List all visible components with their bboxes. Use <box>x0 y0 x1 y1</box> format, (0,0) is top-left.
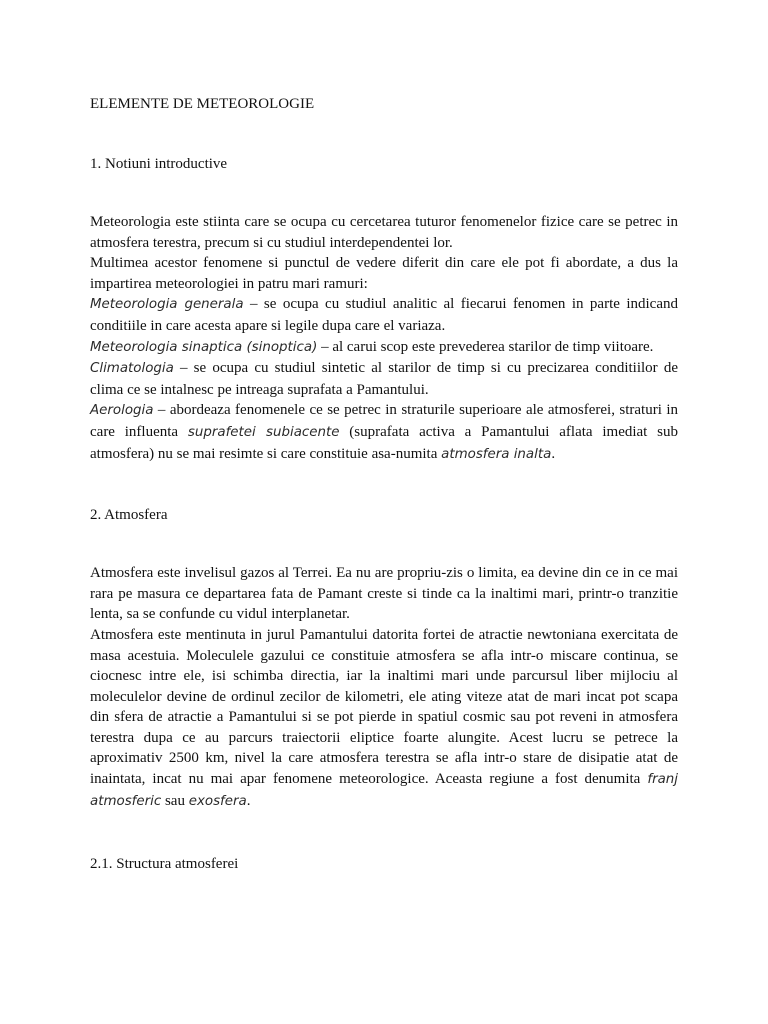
branch-item <box>90 358 678 400</box>
paragraph-text: . <box>246 792 251 809</box>
paragraph-text: Atmosfera este mentinuta in jurul Pamantului datorita fortei de atractie newtoniana exercitata de masa acestuia. Moleculele gazului ce constituie atmosfera se afla intr-o miscare continua, se ciocnesc intre ele, isi schimba directia, iar la inaltimi mari unde parcursul liber mijlociu al moleculelor devine de ordinul zecilor de kilometri, ele ating viteze atat de mari incat pot scapa din sfera de atractie a Pamantului si se pot pierde in spatiul cosmic sau pot reveni in atmosfera terestra dupa ce au parcurs traiectorii eliptice foarte alungite. Acest lucru se petrece la aproximativ 2500 km, nivel la care atmosfera terestra se afla intr-o stare de disipatie atat de inaintata, incat nu mai apar fenomene meteorologice. Aceasta regiune a fost denumita <box>90 626 678 788</box>
branch-description: (suprafata activa a Pamantului aflata imediat sub atmosfera) nu se mai resimte si care constituie asa-numita <box>90 423 678 462</box>
inline-term: atmosfera inalta <box>441 446 552 462</box>
section-heading-structura: 2.1. Structura atmosferei <box>90 856 239 873</box>
inline-term: suprafetei subiacente <box>187 424 340 440</box>
paragraph: Atmosfera este invelisul gazos al Terrei. Ea nu are propriu-zis o limita, ea devine din ce in ce mai rara pe masura ce departarea fata de Pamant creste si tinde ca la inaltimi mari, printr-o tranzitie lenta, sa se confunde cu vidul interplanetar. <box>90 565 678 623</box>
paragraph <box>90 625 678 812</box>
branch-description: – se ocupa cu studiul sintetic al starilor de timp si cu precizarea conditiilor de clima ce se intalnesc pe intreaga suprafata a Pamantului. <box>90 360 678 398</box>
section-body-notiuni <box>90 212 678 465</box>
paragraph: Meteorologia este stiinta care se ocupa cu cercetarea tuturor fenomenelor fizice care se petrec in atmosfera terestra, precum si cu studiul interdependentei lor. <box>90 214 678 251</box>
branch-term: Aerologia <box>90 403 154 419</box>
branch-description: – al carui scop este prevederea starilor de timp viitoare. <box>317 338 654 355</box>
branch-description: – se ocupa cu studiul analitic al fiecarui fenomen in parte indicand conditiile in care acesta apare si legile dupa care el variaza. <box>90 296 678 334</box>
branch-description: . <box>551 445 556 462</box>
branch-item <box>90 400 678 465</box>
section-heading-atmosfera: 2. Atmosfera <box>90 507 168 524</box>
branch-term: Meteorologia sinaptica (sinoptica) <box>90 339 318 355</box>
section-body-atmosfera <box>90 563 678 812</box>
paragraph: Multimea acestor fenomene si punctul de vedere diferit din care ele pot fi abordate, a dus la impartirea meteorologiei in patru mari ramuri: <box>90 255 678 292</box>
branch-item <box>90 337 678 359</box>
inline-term: franj atmosferic <box>90 772 678 809</box>
document-title: ELEMENTE DE METEOROLOGIE <box>90 96 315 112</box>
branch-item <box>90 294 678 336</box>
branch-term: Meteorologia generala <box>90 297 244 313</box>
inline-term: exosfera <box>188 793 247 809</box>
document-page <box>90 94 678 874</box>
branch-description: – abordeaza fenomenele ce se petrec in straturile superioare ale atmosferei, straturi in care influenta <box>90 402 678 440</box>
paragraph-text: sau <box>161 792 189 809</box>
section-heading-notiuni: 1. Notiuni introductive <box>90 156 228 172</box>
branch-term: Climatologia <box>90 361 174 377</box>
